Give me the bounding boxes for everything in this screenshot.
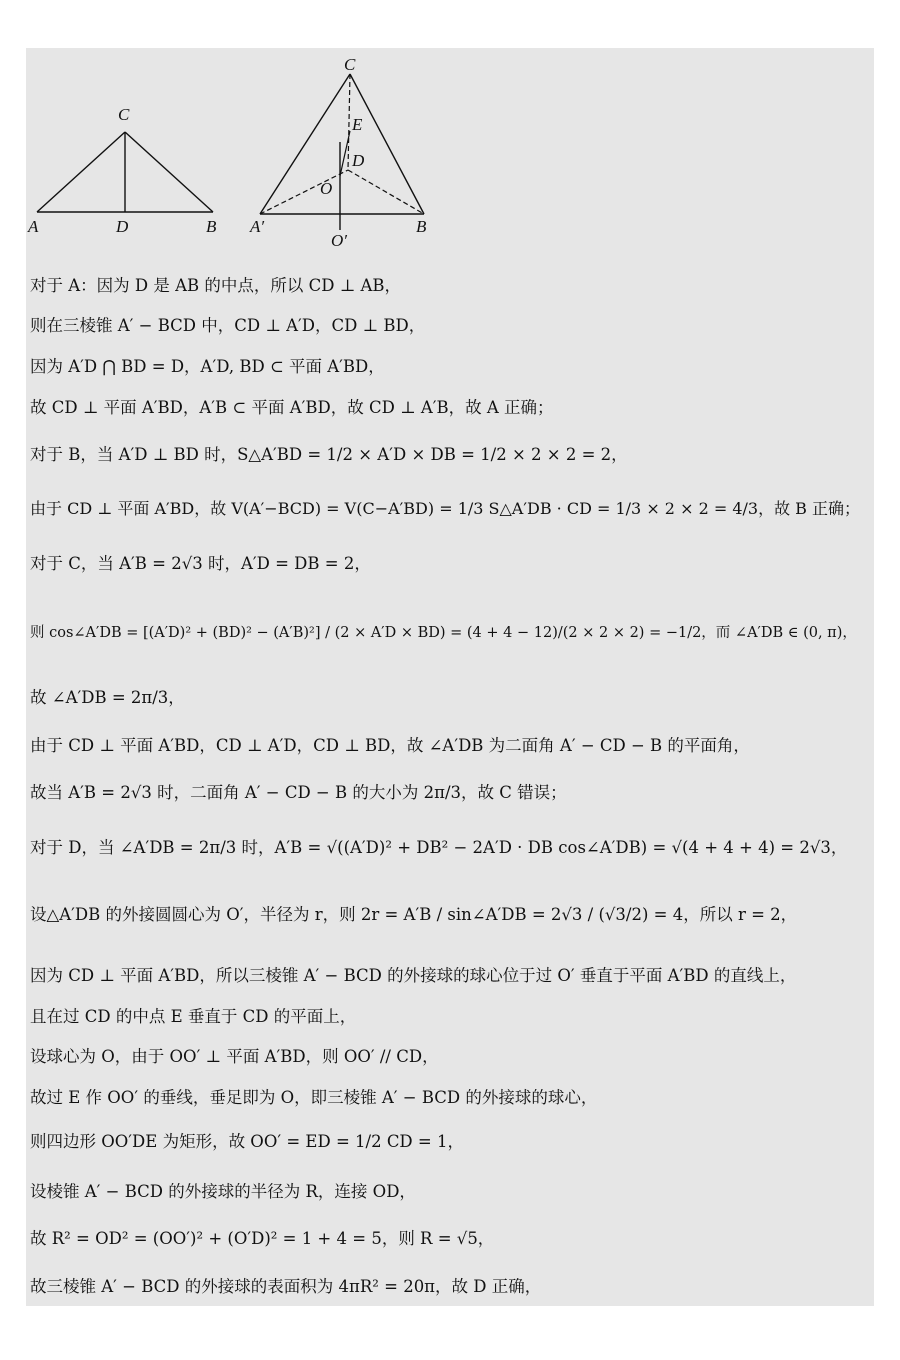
segment-ac	[37, 132, 125, 212]
solution-sheet	[26, 48, 874, 1306]
text-line: 对于 B，当 A′D ⊥ BD 时，S△A′BD = 1/2 × A′D × DB = 1/2 × 2 × 2 = 2，	[30, 445, 628, 464]
figure-pyramid	[249, 55, 427, 250]
geometry-figures	[26, 48, 874, 258]
text-line: 对于 C，当 A′B = 2√3 时，A′D = DB = 2，	[30, 554, 371, 573]
label-b-pyramid: B	[416, 217, 427, 236]
segment-cb	[125, 132, 213, 212]
text-line: 设△A′DB 的外接圆圆心为 O′，半径为 r，则 2r = A′B / sin∠A′DB = 2√3 / (√3/2) = 4，所以 r = 2，	[30, 905, 798, 924]
label-d-pyramid: D	[352, 151, 365, 170]
text-line: 设棱锥 A′ − BCD 的外接球的半径为 R，连接 OD，	[30, 1182, 416, 1201]
label-o: O	[320, 179, 333, 198]
label-d: D	[116, 217, 129, 236]
text-line: 设球心为 O，由于 OO′ ⊥ 平面 A′BD，则 OO′ // CD，	[30, 1047, 439, 1066]
text-line: 因为 CD ⊥ 平面 A′BD，所以三棱锥 A′ − BCD 的外接球的球心位于过 O′ 垂直于平面 A′BD 的直线上，	[30, 966, 797, 985]
text-line: 故过 E 作 OO′ 的垂线，垂足即为 O，即三棱锥 A′ − BCD 的外接球的球心，	[30, 1088, 598, 1107]
text-line: 故 CD ⊥ 平面 A′BD，A′B ⊂ 平面 A′BD，故 CD ⊥ A′B，故 A 正确；	[30, 398, 554, 417]
label-a-prime: A′	[250, 217, 265, 236]
text-line: 由于 CD ⊥ 平面 A′BD，CD ⊥ A′D，CD ⊥ BD，故 ∠A′DB 为二面角 A′ − CD − B 的平面角，	[30, 736, 750, 755]
text-line: 则在三棱锥 A′ − BCD 中，CD ⊥ A′D，CD ⊥ BD，	[30, 316, 426, 335]
text-line: 对于 D，当 ∠A′DB = 2π/3 时，A′B = √((A′D)² + DB² − 2A′D · DB cos∠A′DB) = √(4 + 4 + 4) = 2√3，	[30, 838, 848, 857]
edge-ca	[260, 74, 350, 214]
text-line: 故三棱锥 A′ − BCD 的外接球的表面积为 4πR² = 20π，故 D 正确，	[30, 1277, 542, 1296]
text-line: 则四边形 OO′DE 为矩形，故 OO′ = ED = 1/2 CD = 1，	[30, 1132, 464, 1151]
edge-cb	[350, 74, 424, 214]
edge-cd	[348, 74, 350, 170]
segment-oe	[340, 131, 350, 176]
text-line: 由于 CD ⊥ 平面 A′BD，故 V(A′−BCD) = V(C−A′BD) = 1/3 S△A′DB · CD = 1/3 × 2 × 2 = 4/3，故 B 正确；	[30, 499, 861, 518]
label-b: B	[206, 217, 217, 236]
figure-triangle-abc	[27, 105, 217, 236]
text-line: 故当 A′B = 2√3 时，二面角 A′ − CD − B 的大小为 2π/3，故 C 错误；	[30, 783, 567, 802]
edge-ad	[260, 170, 348, 214]
text-line: 对于 A：因为 D 是 AB 的中点，所以 CD ⊥ AB，	[30, 276, 402, 295]
text-line: 则 cos∠A′DB = [(A′D)² + (BD)² − (A′B)²] / (2 × A′D × BD) = (4 + 4 − 12)/(2 × 2 × 2) = −1/2，而 ∠A′DB ∈ (0, π)，	[30, 625, 857, 641]
label-c: C	[118, 105, 130, 124]
text-line: 因为 A′D ⋂ BD = D，A′D, BD ⊂ 平面 A′BD，	[30, 357, 385, 376]
label-e: E	[352, 115, 363, 134]
text-line: 且在过 CD 的中点 E 垂直于 CD 的平面上，	[30, 1007, 357, 1026]
label-o-prime: O′	[331, 231, 347, 250]
text-line: 故 R² = OD² = (OO′)² + (O′D)² = 1 + 4 = 5，则 R = √5，	[30, 1229, 495, 1248]
label-a: A	[28, 217, 39, 236]
text-line: 故 ∠A′DB = 2π/3，	[30, 688, 185, 707]
label-c-pyramid: C	[344, 55, 356, 74]
